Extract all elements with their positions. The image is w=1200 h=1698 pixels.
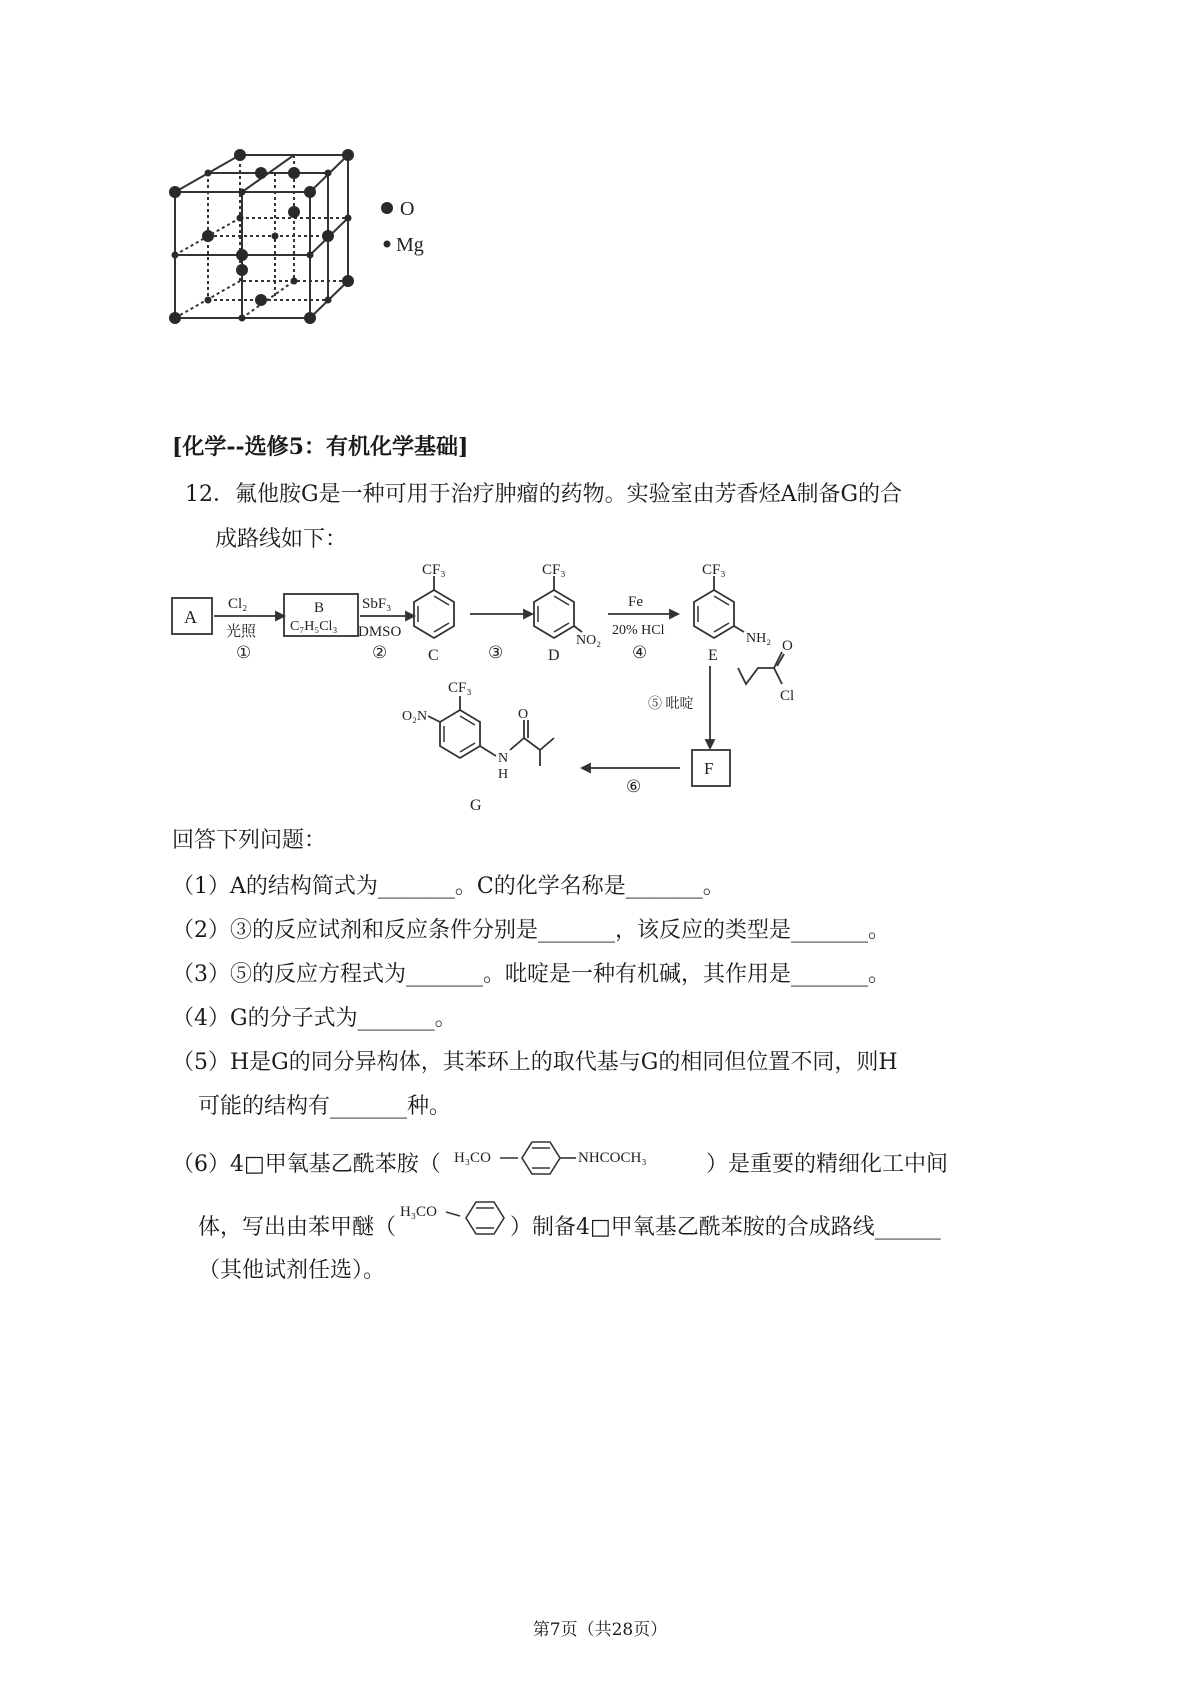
G-N: N — [498, 751, 509, 766]
step1-condition: 光照 — [226, 624, 257, 640]
methoxyacetanilide-structure — [452, 1132, 682, 1186]
anisole-h3co-label: H₃CO — [400, 1204, 437, 1220]
step2-reagent: SbF₃ — [362, 596, 392, 612]
question-5a: （5）H是G的同分异构体，其苯环上的取代基与G的相同但位置不同，则H — [172, 1050, 898, 1075]
step4-condition: 20% HCl — [612, 623, 665, 638]
G-o2n: O₂N — [402, 709, 428, 724]
G-cf3: CF₃ — [448, 680, 472, 696]
question-4: （4）G的分子式为_______。 — [172, 1006, 457, 1031]
question-1: （1）A的结构简式为_______。C的化学名称是_______。 — [172, 874, 725, 899]
synthesis-scheme — [170, 560, 1050, 820]
G-H: H — [498, 767, 509, 782]
D-cf3: CF₃ — [542, 562, 566, 578]
page-footer: 第7页（共28页） — [532, 1620, 668, 1640]
section-title: [化学--选修5：有机化学基础] — [172, 434, 469, 460]
legend-o-label: O — [400, 198, 415, 220]
label-G: G — [470, 797, 482, 814]
label-C: C — [428, 647, 439, 664]
step1-reagent: Cl₂ — [228, 596, 248, 612]
question-3: （3）⑤的反应方程式为_______。吡啶是一种有机碱，其作用是_______。 — [172, 962, 890, 987]
label-B: B — [314, 600, 325, 616]
answers-intro: 回答下列问题： — [172, 828, 327, 853]
E-nh2: NH₂ — [746, 631, 772, 646]
C-cf3: CF₃ — [422, 562, 446, 578]
E-cf3: CF₃ — [702, 562, 726, 578]
G-O: O — [518, 707, 529, 722]
legend-mg-label: Mg — [396, 234, 424, 256]
D-no2: NO₂ — [576, 633, 602, 648]
step2-condition: DMSO — [358, 624, 402, 640]
question-line-1: 12．氟他胺G是一种可用于治疗肿瘤的药物。实验室由芳香烃A制备G的合 — [185, 482, 903, 507]
acyl-O: O — [782, 638, 793, 654]
h3co-label: H₃CO — [454, 1150, 491, 1166]
question-6b-post: ）制备4□甲氧基乙酰苯胺的合成路线______ — [510, 1215, 941, 1240]
question-5b: 可能的结构有_______种。 — [198, 1094, 452, 1119]
label-E: E — [708, 647, 718, 664]
question-6a-post: ）是重要的精细化工中间 — [706, 1152, 949, 1177]
step4-number: ④ — [632, 643, 648, 662]
step5-label: ⑤ 吡啶 — [648, 697, 694, 712]
formula-B: C₇H₅Cl₃ — [290, 619, 338, 634]
legend-o-marker — [381, 202, 393, 214]
label-A: A — [184, 607, 197, 627]
nhcoch3-label: NHCOCH₃ — [578, 1150, 647, 1166]
step1-number: ① — [236, 643, 252, 662]
anisole-structure — [398, 1190, 510, 1246]
label-D: D — [548, 647, 560, 664]
step4-reagent: Fe — [628, 594, 643, 610]
question-6c: （其他试剂任选）。 — [198, 1258, 386, 1283]
label-F: F — [704, 759, 714, 778]
question-line-2: 成路线如下： — [215, 527, 348, 552]
question-6a-pre: （6）4□甲氧基乙酰苯胺（ — [172, 1152, 441, 1177]
step2-number: ② — [372, 643, 388, 662]
question-2: （2）③的反应试剂和反应条件分别是_______，该反应的类型是_______。 — [172, 918, 890, 943]
question-6b-pre: 体，写出由苯甲醚（ — [198, 1215, 397, 1240]
legend-mg-marker — [384, 241, 391, 248]
step3-number: ③ — [488, 643, 504, 662]
step6-number: ⑥ — [626, 777, 642, 796]
acyl-Cl: Cl — [780, 688, 795, 704]
mgo-crystal-figure — [160, 140, 480, 340]
